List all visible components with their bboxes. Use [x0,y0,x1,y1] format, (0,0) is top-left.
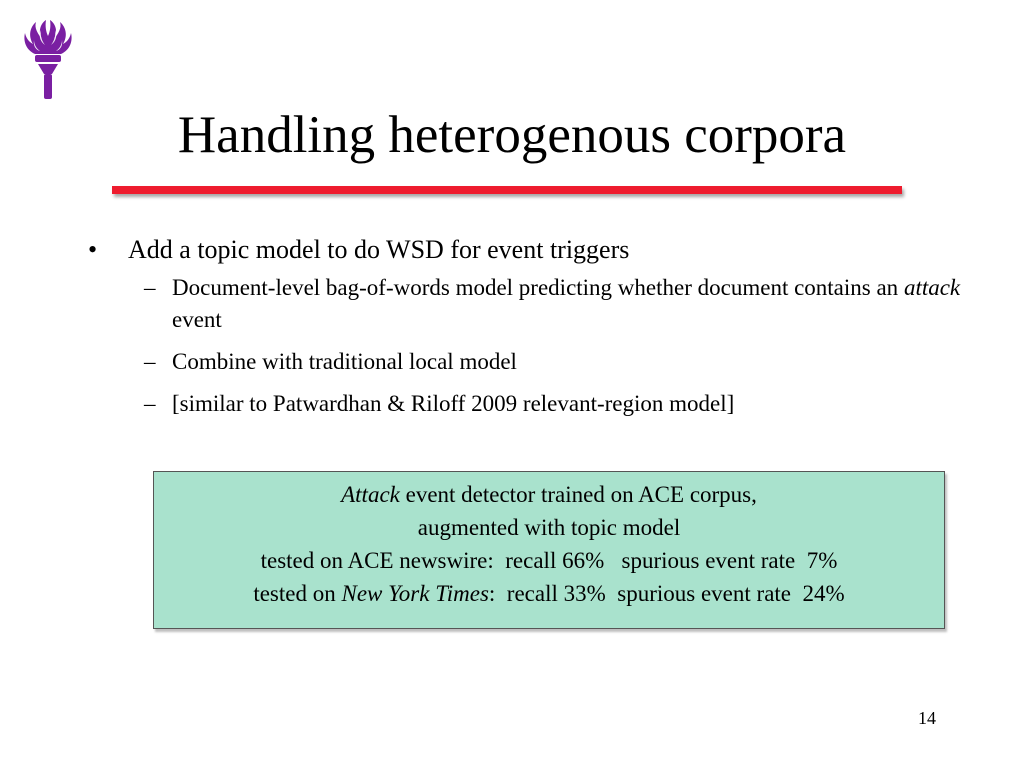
callout-line-3: tested on ACE newswire: recall 66% spurious event rate 7% [260,548,838,573]
torch-icon [20,14,76,104]
bullet-marker: • [88,235,98,264]
callout-line-1 [154,478,944,511]
title-underline [112,186,902,194]
sub-bullet-similar-work [130,388,968,420]
sub-bullet-text-before: Document-level bag-of-words model predicting whether document contains an [172,275,904,300]
sub-bullet-text: [similar to Patwardhan & Riloff 2009 relevant-region model] [172,391,735,416]
sub-bullet-list [128,272,968,420]
main-bullet-text: Add a topic model to do WSD for event triggers [128,235,630,264]
callout-line-2: augmented with topic model [417,515,681,540]
bullet-list [88,232,968,430]
main-bullet [88,232,968,420]
callout-line-1-text: event detector trained on ACE corpus, [399,482,757,507]
slide-title: Handling heterogenous corpora [177,106,847,164]
sub-bullet-text-after: event [172,307,222,332]
new-york-times-emphasis: New York Times [341,581,489,606]
sub-bullet-marker: – [144,349,156,374]
attack-emphasis: attack [903,275,961,300]
callout-line-4-before: tested on [253,581,342,606]
callout-line-4 [154,577,944,610]
results-callout-box [153,471,945,629]
sub-bullet-marker: – [144,391,156,416]
page-number: 14 [918,708,936,728]
sub-bullet-text: Combine with traditional local model [172,349,517,374]
callout-line-4-after: : recall 33% spurious event rate 24% [488,581,845,606]
sub-bullet-local-model [130,346,968,378]
sub-bullet-marker: – [144,275,156,300]
sub-bullet-document-model [130,272,968,336]
callout-attack-emphasis: Attack [341,482,400,507]
